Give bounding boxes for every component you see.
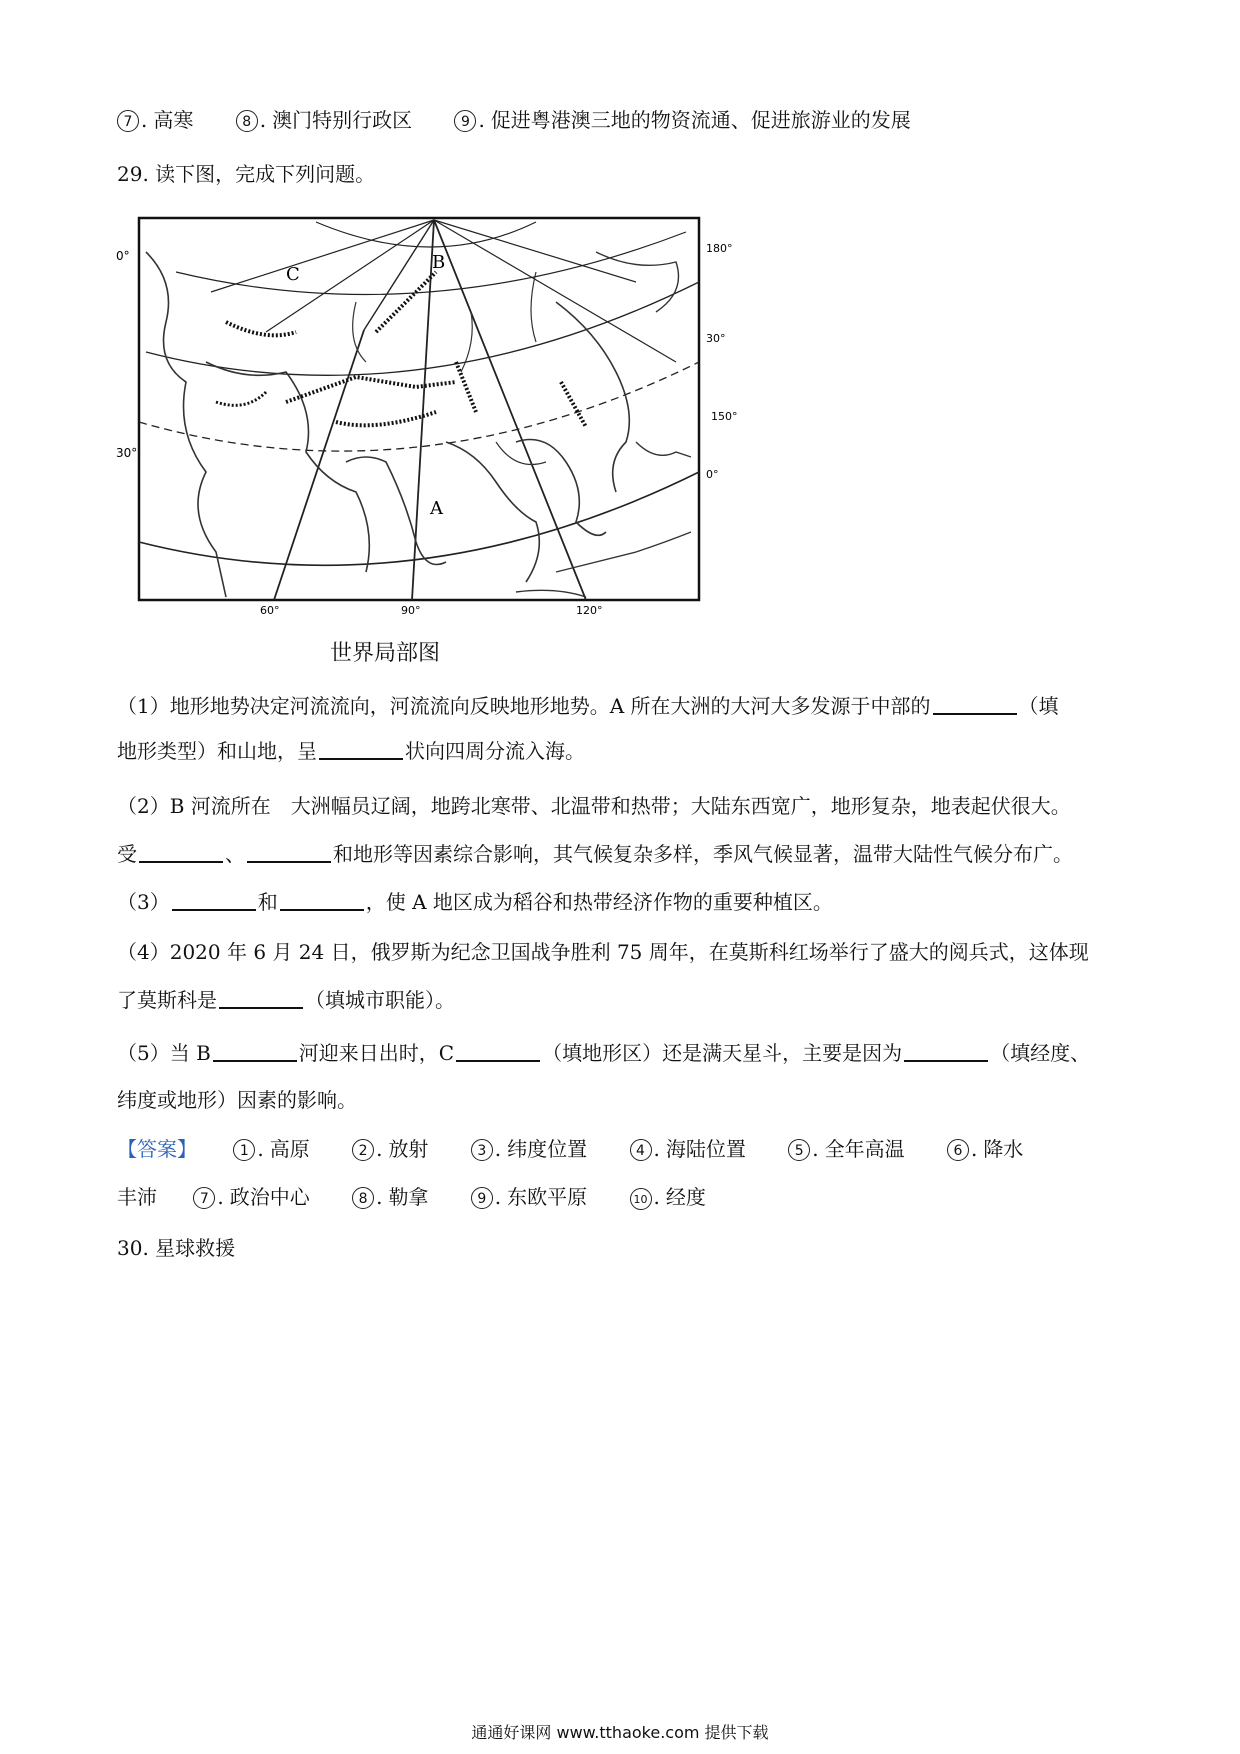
answer-item-9b: 9 . 东欧平原 — [471, 1181, 587, 1210]
blank-1 — [933, 695, 1017, 715]
blank-9 — [456, 1042, 540, 1062]
q4-line1: （4）2020 年 6 月 24 日，俄罗斯为纪念卫国战争胜利 75 周年，在莫斯科红场举行了盛大的阅兵式，这体现 — [117, 940, 1089, 964]
blank-7 — [219, 989, 303, 1009]
blank-4 — [247, 843, 331, 863]
question-29-title: 29. 读下图，完成下列问题。 — [117, 162, 376, 186]
label-lon-150: 150° — [711, 410, 738, 423]
blank-8 — [213, 1042, 297, 1062]
answer-item-8b: 8 . 勒拿 — [352, 1181, 428, 1210]
label-lon-90: 90° — [401, 604, 421, 617]
label-lat-30-right: 30° — [706, 332, 726, 345]
label-lat-0: 0° — [706, 468, 719, 481]
question-30-title: 30. 星球救援 — [117, 1236, 236, 1260]
answer-item-7: 7 . 高寒 — [117, 104, 193, 133]
answer-line1 — [117, 1133, 1023, 1162]
label-c: C — [286, 264, 300, 285]
label-b: B — [432, 252, 446, 273]
answer-continuation: 丰沛 — [117, 1185, 157, 1209]
label-lon-60: 60° — [260, 604, 280, 617]
world-partial-map — [116, 212, 738, 617]
label-lon-0: 0° — [116, 249, 130, 263]
blank-3 — [139, 843, 223, 863]
answer-item-1: 1 . 高原 — [233, 1133, 309, 1162]
q1-line2: 地形类型）和山地，呈 状向四周分流入海。 — [117, 739, 585, 763]
label-lon-180: 180° — [706, 242, 733, 255]
answer-item-6: 6 . 降水 — [947, 1133, 1023, 1162]
q5-line1: （5）当 B 河迎来日出时，C （填地形区）还是满天星斗，主要是因为 （填经度、 — [117, 1041, 1091, 1065]
top-answer-line — [117, 104, 947, 133]
answer-item-3: 3 . 纬度位置 — [471, 1133, 587, 1162]
label-lat-30-left: 30° — [116, 446, 138, 460]
q3-line: （3） 和 ，使 A 地区成为稻谷和热带经济作物的重要种植区。 — [117, 890, 833, 914]
answer-tag: 【答案】 — [117, 1137, 197, 1161]
answer-item-4: 4 . 海陆位置 — [630, 1133, 746, 1162]
q4-line2: 了莫斯科是 （填城市职能）。 — [117, 988, 455, 1012]
answer-item-8: 8 . 澳门特别行政区 — [236, 104, 412, 133]
label-a: A — [430, 498, 443, 519]
answer-item-10: 10 . 经度 — [630, 1181, 706, 1210]
map-svg — [116, 212, 738, 617]
blank-2 — [319, 740, 403, 760]
blank-10 — [904, 1042, 988, 1062]
page-footer: 通通好课网 www.tthaoke.com 提供下载 — [471, 1723, 769, 1742]
answer-item-5: 5 . 全年高温 — [788, 1133, 904, 1162]
q2-line2: 受 、 和地形等因素综合影响，其气候复杂多样，季风气候显著，温带大陆性气候分布广。 — [117, 842, 1073, 866]
answer-item-2: 2 . 放射 — [352, 1133, 428, 1162]
answer-line2 — [117, 1181, 742, 1210]
blank-6 — [280, 891, 364, 911]
blank-5 — [172, 891, 256, 911]
map-caption: 世界局部图 — [330, 641, 441, 666]
q2-line1: （2）B 河流所在 大洲幅员辽阔，地跨北寒带、北温带和热带；大陆东西宽广，地形复杂，地表起伏很大。 — [117, 794, 1071, 818]
answer-item-7b: 7 . 政治中心 — [193, 1181, 309, 1210]
answer-item-9: 9 . 促进粤港澳三地的物资流通、促进旅游业的发展 — [454, 104, 910, 133]
q5-line2: 纬度或地形）因素的影响。 — [117, 1088, 357, 1112]
q1-line1: （1）地形地势决定河流流向，河流流向反映地形地势。A 所在大洲的大河大多发源于中部的 （填 — [117, 694, 1059, 718]
label-lon-120: 120° — [576, 604, 603, 617]
